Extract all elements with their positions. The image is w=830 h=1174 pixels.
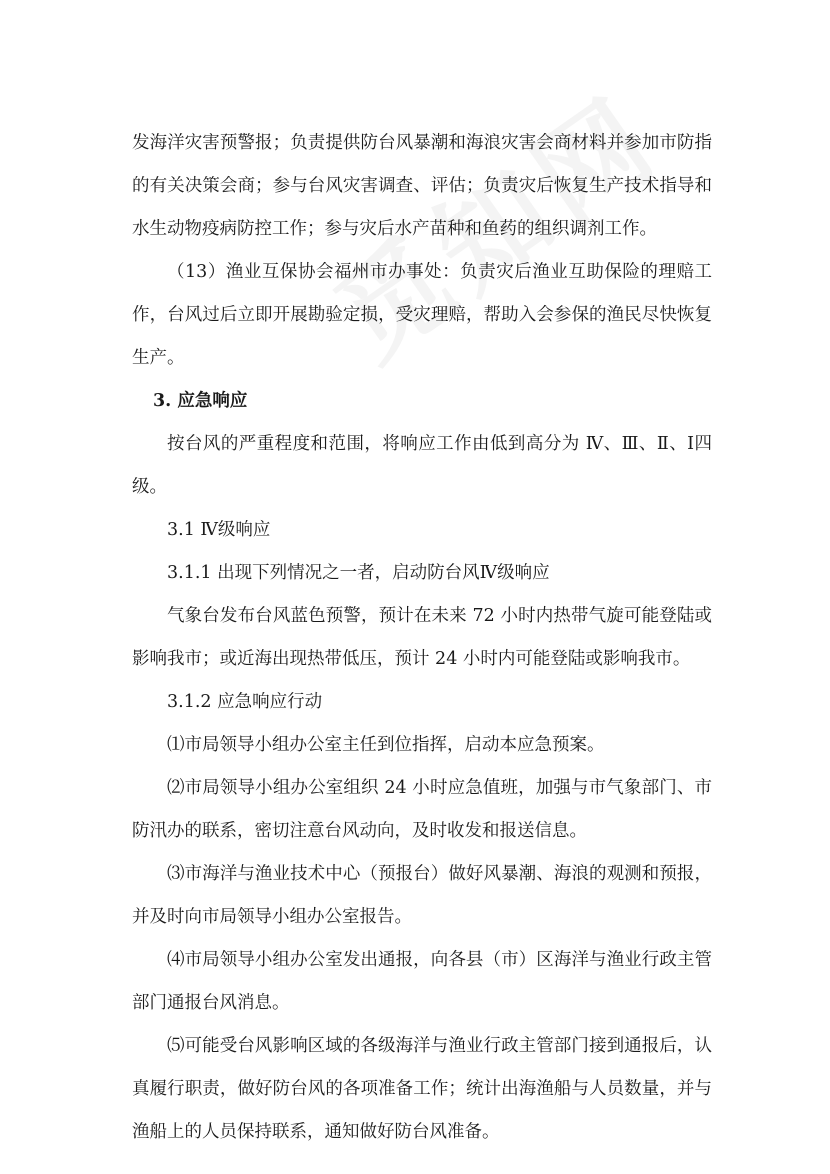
paragraph-item-13: （13）渔业互保协会福州市办事处：负责灾后渔业互助保险的理赔工作，台风过后立即开展勘验定损，受灾理赔，帮助入会参保的渔民尽快恢复生产。 [132,262,712,368]
list-item-3: ⑶市海洋与渔业技术中心（预报台）做好风暴潮、海浪的观测和预报，并及时向市局领导小组办公室报告。 [132,864,712,927]
subsection-heading-3-1-2: 3.1.2 应急响应行动 [167,692,323,712]
paragraph-continuation: 发海洋灾害预警报；负责提供防台风暴潮和海浪灾害会商材料并参加市防指的有关决策会商；参与台风灾害调查、评估；负责灾后恢复生产技术指导和水生动物疫病防控工作；参与灾后水产苗种和鱼药的组织调剂工作。 [132,133,712,239]
subsection-heading-3-1: 3.1 Ⅳ级响应 [167,520,271,540]
subsection-heading-3-1-1: 3.1.1 出现下列情况之一者，启动防台风Ⅳ级响应 [167,563,550,583]
paragraph-response-levels: 按台风的严重程度和范围，将响应工作由低到高分为 Ⅳ、Ⅲ、Ⅱ、Ⅰ四级。 [132,434,712,497]
section-heading-emergency-response: 3. 应急响应 [153,391,248,411]
paragraph-trigger-conditions: 气象台发布台风蓝色预警，预计在未来 72 小时内热带气旋可能登陆或影响我市；或近海出现热带低压，预计 24 小时内可能登陆或影响我市。 [132,606,712,669]
list-item-5: ⑸可能受台风影响区域的各级海洋与渔业行政主管部门接到通报后，认真履行职责，做好防台风的各项准备工作；统计出海渔船与人员数量，并与渔船上的人员保持联系，通知做好防台风准备。 [132,1036,712,1142]
list-item-1: ⑴市局领导小组办公室主任到位指挥，启动本应急预案。 [167,735,605,755]
document-body [132,122,712,1154]
list-item-2: ⑵市局领导小组办公室组织 24 小时应急值班，加强与市气象部门、市防汛办的联系，密切注意台风动向，及时收发和报送信息。 [132,778,712,841]
list-item-4: ⑷市局领导小组办公室发出通报，向各县（市）区海洋与渔业行政主管部门通报台风消息。 [132,950,712,1013]
